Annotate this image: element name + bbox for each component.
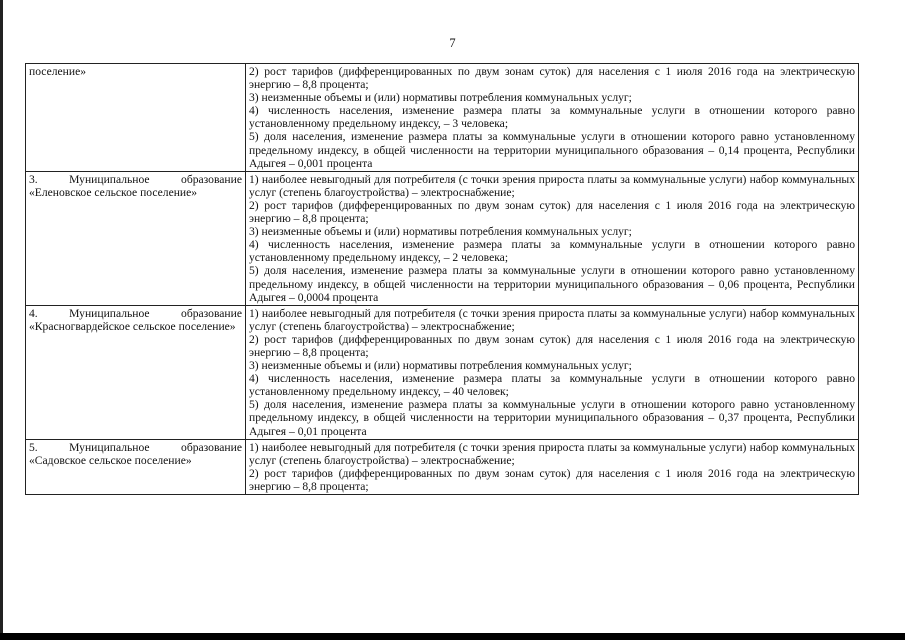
table-row (26, 439, 859, 494)
municipality-cell (26, 439, 246, 494)
municipality-name: 4. Муниципальное образование «Красногвардейское сельское поселение» (29, 306, 242, 333)
condition-item: 3) неизменные объемы и (или) нормативы потребления коммунальных услуг; (249, 91, 632, 105)
condition-item: 5) доля населения, изменение размера платы за коммунальные услуги в отношении которого равно установленному предельному индексу, в общей численности на территории муниципального образования – 0,37 процента, Республики Адыгея – 0,01 процента (249, 398, 855, 438)
condition-item: 1) наиболее невыгодный для потребителя (с точки зрения прироста платы за коммунальные услуги) набор коммунальных услуг (степень благоустройства) – электроснабжение; (249, 172, 855, 199)
condition-item: 4) численность населения, изменение размера платы за коммунальные услуги в отношении которого равно установленному предельному индексу, – 2 человека; (249, 238, 855, 265)
page-number: 7 (449, 36, 456, 50)
document-table (25, 63, 859, 495)
condition-item: 5) доля населения, изменение размера платы за коммунальные услуги в отношении которого равно установленному предельному индексу, в общей численности на территории муниципального образования – 0,06 процента, Республики Адыгея – 0,0004 процента (249, 264, 855, 304)
conditions-cell (246, 439, 859, 494)
municipality-cell (26, 305, 246, 439)
condition-item: 1) наиболее невыгодный для потребителя (с точки зрения прироста платы за коммунальные услуги) набор коммунальных услуг (степень благоустройства) – электроснабжение; (249, 440, 855, 467)
condition-item: 2) рост тарифов (дифференцированных по двум зонам суток) для населения с 1 июля 2016 года на электрическую энергию – 8,8 процента; (249, 332, 855, 359)
table-row (26, 305, 859, 439)
condition-item: 4) численность населения, изменение размера платы за коммунальные услуги в отношении которого равно установленному предельному индексу, – 40 человек; (249, 372, 855, 399)
table-row (26, 64, 859, 172)
municipality-cell (26, 171, 246, 305)
table-row (26, 171, 859, 305)
conditions-cell (246, 171, 859, 305)
municipality-cell (26, 64, 246, 172)
scan-bottom-edge (0, 633, 905, 640)
condition-item: 1) наиболее невыгодный для потребителя (с точки зрения прироста платы за коммунальные услуги) набор коммунальных услуг (степень благоустройства) – электроснабжение; (249, 306, 855, 333)
municipality-name: 3. Муниципальное образование «Еленовское сельское поселение» (29, 172, 242, 199)
municipality-name: 5. Муниципальное образование «Садовское сельское поселение» (29, 440, 242, 467)
condition-item: 3) неизменные объемы и (или) нормативы потребления коммунальных услуг; (249, 359, 632, 373)
condition-item: 4) численность населения, изменение размера платы за коммунальные услуги в отношении которого равно установленному предельному индексу, – 3 человека; (249, 104, 855, 131)
condition-item: 2) рост тарифов (дифференцированных по двум зонам суток) для населения с 1 июля 2016 года на электрическую энергию – 8,8 процента; (249, 65, 855, 92)
condition-item: 5) доля населения, изменение размера платы за коммунальные услуги в отношении которого равно установленному предельному индексу, в общей численности на территории муниципального образования – 0,14 процента, Республики Адыгея – 0,001 процента (249, 130, 855, 170)
municipality-name: поселение» (29, 65, 87, 78)
condition-item: 2) рост тарифов (дифференцированных по двум зонам суток) для населения с 1 июля 2016 года на электрическую энергию – 8,8 процента; (249, 198, 855, 226)
conditions-cell (246, 64, 859, 172)
conditions-cell (246, 305, 859, 439)
scan-left-edge (0, 0, 3, 640)
condition-item: 3) неизменные объемы и (или) нормативы потребления коммунальных услуг; (249, 225, 632, 239)
condition-item: 2) рост тарифов (дифференцированных по двум зонам суток) для населения с 1 июля 2016 года на электрическую энергию – 8,8 процента; (249, 466, 855, 493)
